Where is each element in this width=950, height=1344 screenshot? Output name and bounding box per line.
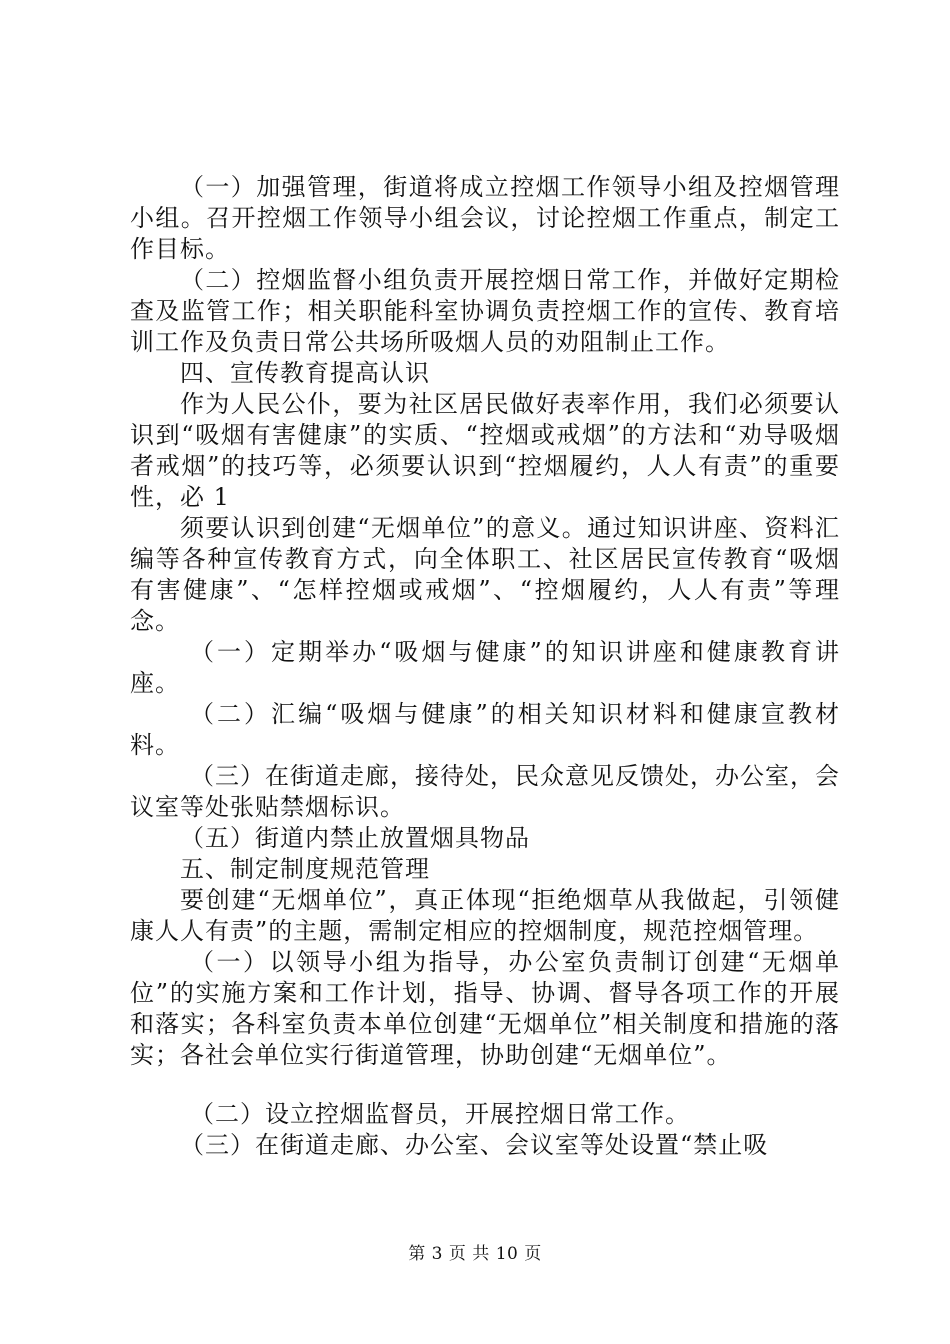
paragraph-supervisors: （二）设立控烟监督员，开展控烟日常工作。 [190, 1100, 690, 1128]
paragraph-no-smoking-items: （五）街道内禁止放置烟具物品 [180, 824, 530, 852]
paragraph-no-smoking-signs: （三）在街道走廊、办公室、会议室等处设置“禁止吸 [180, 1131, 769, 1159]
paragraph-smoke-free-meaning: 须要认识到创建“无烟单位”的意义。通过知识讲座、资料汇编等各种宣传教育方式，向全体职工、社区居民宣传教育“吸烟有害健康”、“怎样控烟或戒烟”、“控烟履约，人人有责”等理念。 [130, 514, 840, 635]
paragraph-leadership-guidance: （一）以领导小组为指导，办公室负责制订创建“无烟单位”的实施方案和工作计划，指导、协调、督导各项工作的开展和落实；各科室负责本单位创建“无烟单位”相关制度和措施的落实；各社会单位实行街道管理，协助创建“无烟单位”。 [130, 948, 840, 1069]
paragraph-supervision-group: （二）控烟监督小组负责开展控烟日常工作，并做好定期检查及监管工作；相关职能科室协调负责控烟工作的宣传、教育培训工作及负责日常公共场所吸烟人员的劝阻制止工作。 [130, 266, 840, 356]
paragraph-materials: （二）汇编“吸烟与健康”的相关知识材料和健康宣教材料。 [130, 700, 840, 759]
document-body [130, 172, 840, 1161]
paragraph-management: （一）加强管理，街道将成立控烟工作领导小组及控烟管理小组。召开控烟工作领导小组会议，讨论控烟工作重点，制定工作目标。 [130, 173, 840, 263]
paragraph-create-smoke-free: 要创建“无烟单位”，真正体现“拒绝烟草从我做起，引领健康人人有责”的主题，需制定相应的控烟制度，规范控烟管理。 [130, 886, 840, 945]
paragraph-lectures: （一）定期举办“吸烟与健康”的知识讲座和健康教育讲座。 [130, 638, 840, 697]
paragraph-public-servant: 作为人民公仆，要为社区居民做好表率作用，我们必须要认识到“吸烟有害健康”的实质、“控烟或戒烟”的方法和“劝导吸烟者戒烟”的技巧等，必须要认识到“控烟履约，人人有责”的重要性，必 1 [130, 390, 840, 511]
section-heading-five: 五、制定制度规范管理 [180, 855, 430, 883]
page-footer: 第 3 页 共 10 页 [408, 1244, 542, 1264]
paragraph-signage: （三）在街道走廊，接待处，民众意见反馈处，办公室，会议室等处张贴禁烟标识。 [130, 762, 840, 821]
section-heading-four: 四、宣传教育提高认识 [180, 359, 430, 387]
